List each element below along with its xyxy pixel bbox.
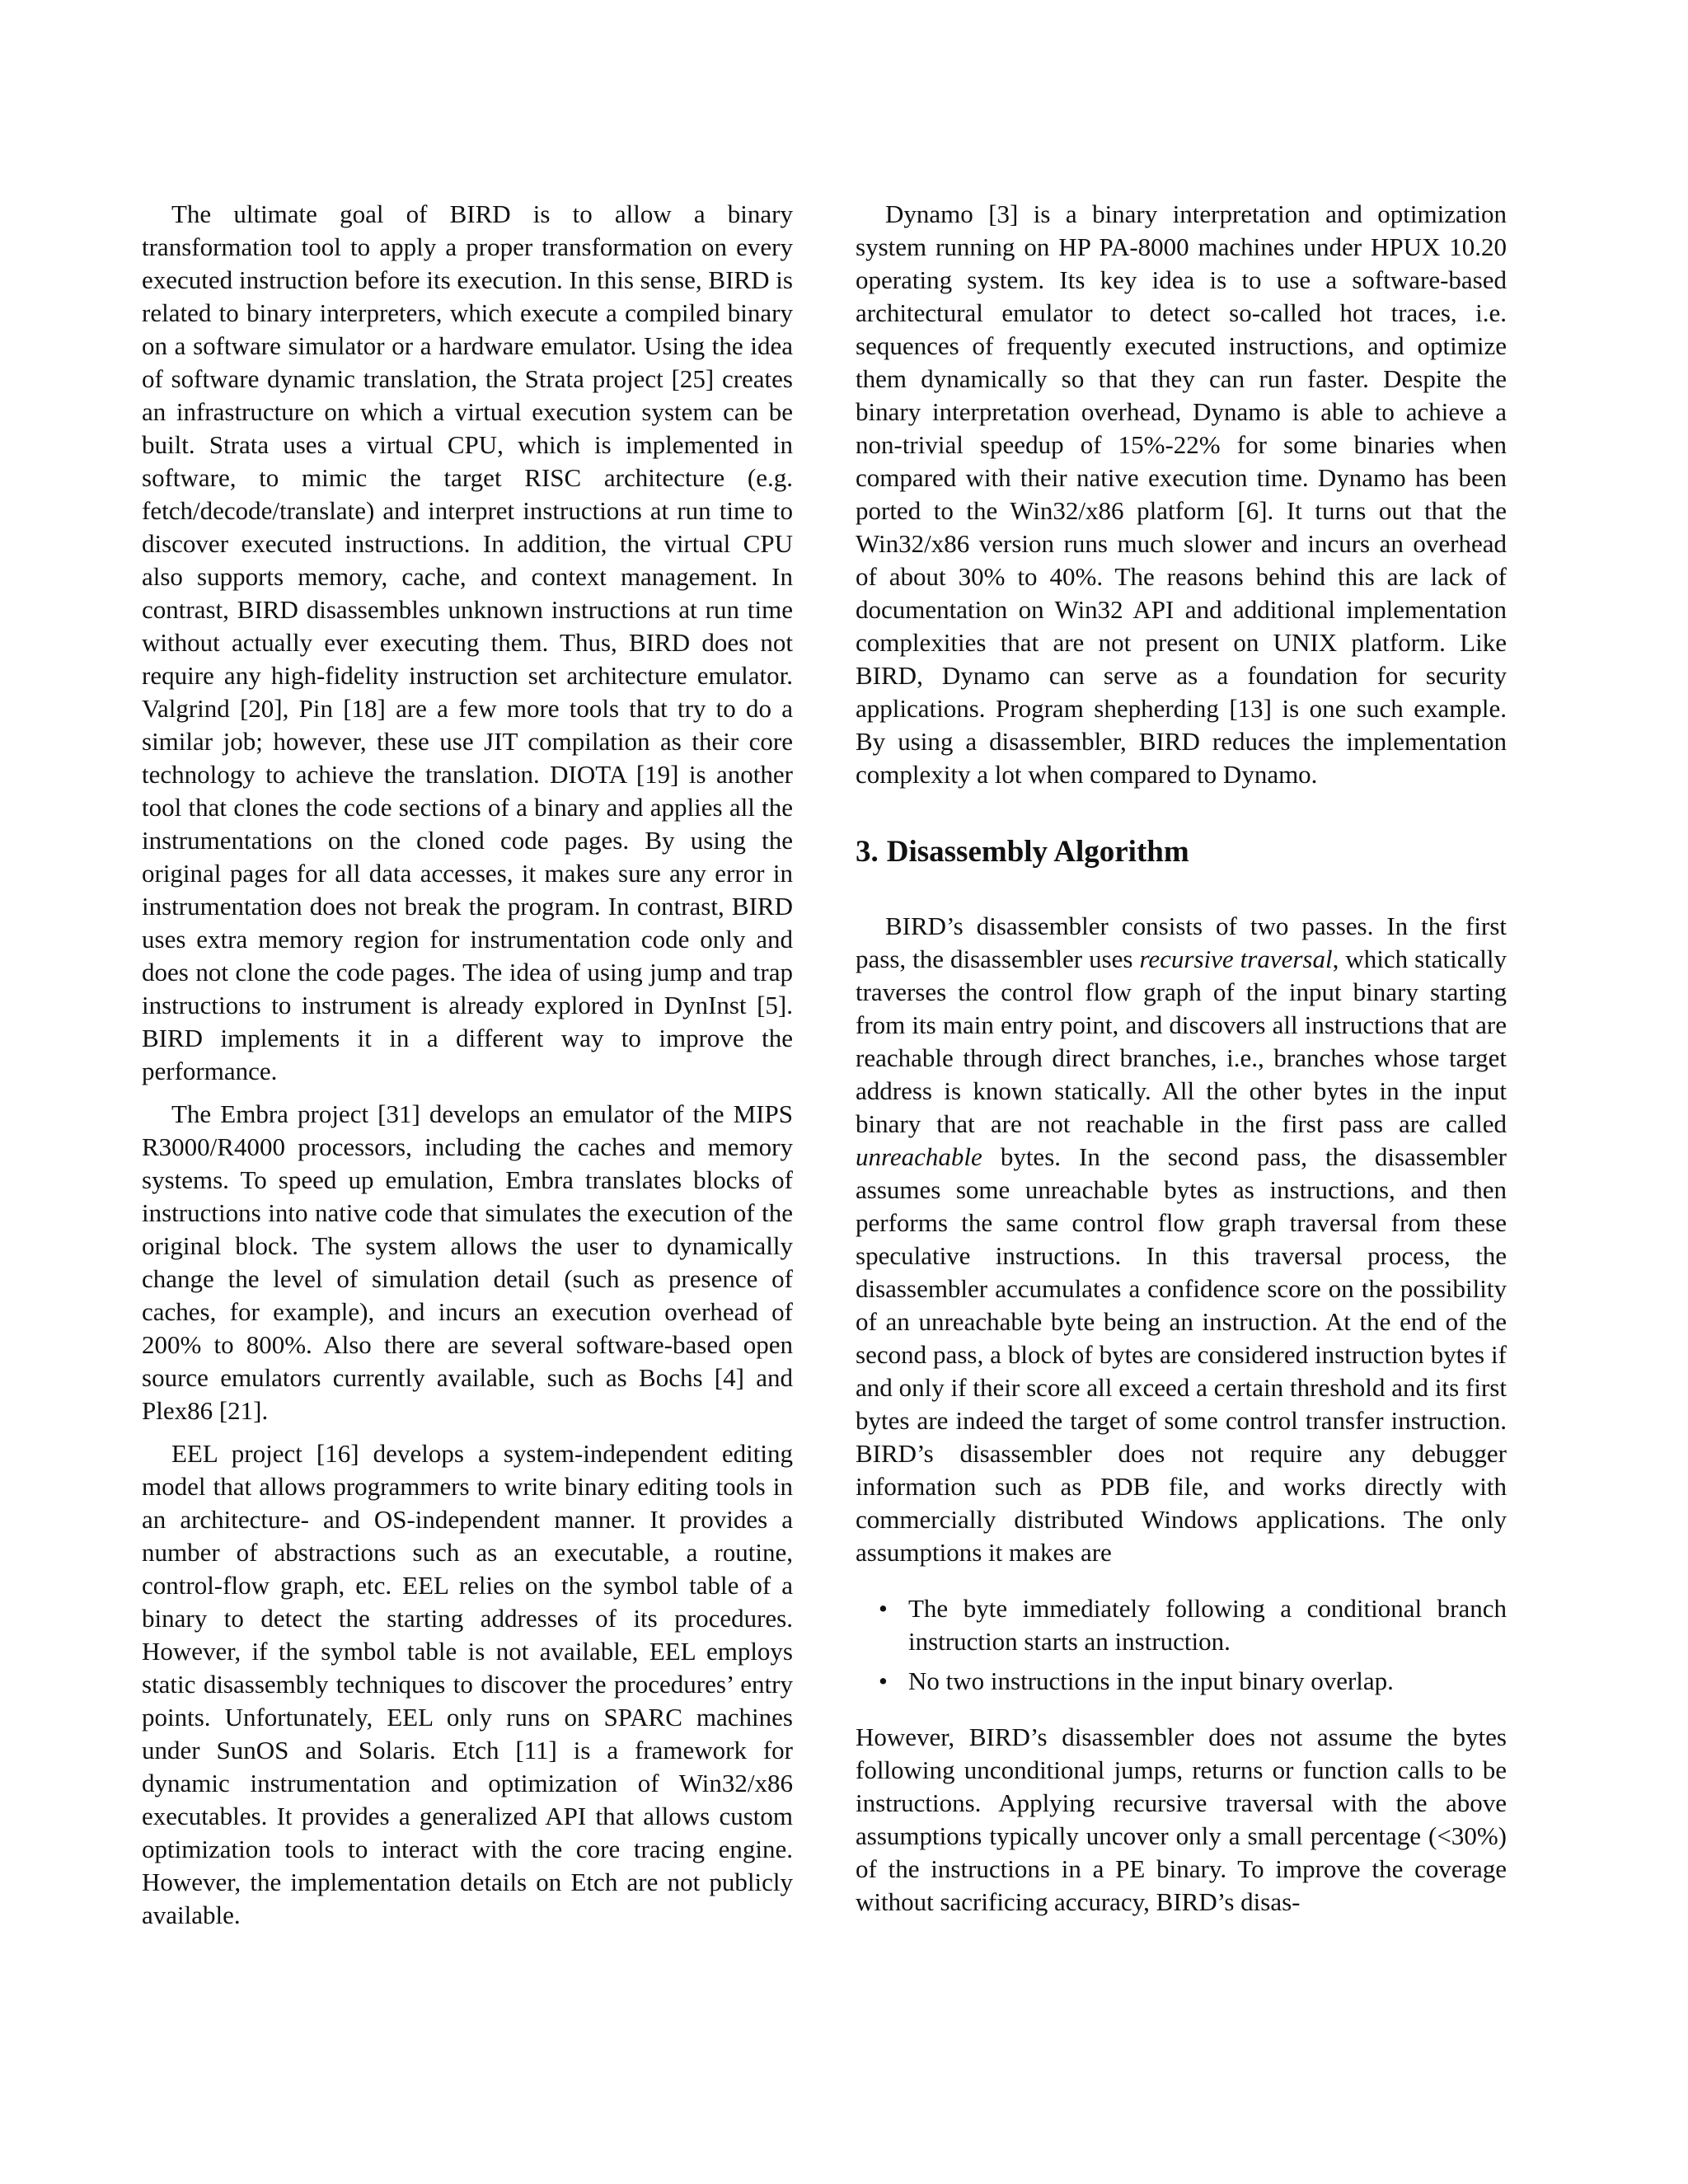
paragraph-strata-bird: The ultimate goal of BIRD is to allow a binary transformation tool to apply a proper transformation on every executed instruction before its execution. In this sense, BIRD is related to binary interpreters, which execute a compiled binary on a software simulator or a hardware emulator. Using the idea of software dynamic translation, the Strata project [25] creates an infrastructure on which a virtual execution system can be built. Strata uses a virtual CPU, which is implemented in software, to mimic the target RISC architecture (e.g. fetch/decode/translate) and interpret instructions at run time to discover executed instructions. In addition, the virtual CPU also supports memory, cache, and context management. In contrast, BIRD disassembles unknown instructions at run time without actually ever executing them. Thus, BIRD does not require any high-fidelity instruction set architecture emulator. Valgrind [20], Pin [18] are a few more tools that try to do a similar job; however, these use JIT compilation as their core technology to achieve the translation. DIOTA [19] is another tool that clones the code sections of a binary and applies all the instrumentations on the cloned code pages. By using the original pages for all data accesses, it makes sure any error in instrumentation does not break the program. In contrast, BIRD uses extra memory region for instrumentation code only and does not clone the code pages. The idea of using jump and trap instructions to instrument is already explored in DynInst [5]. BIRD implements it in a different way to improve the performance. — [142, 199, 793, 1085]
bullet-icon: • — [879, 1594, 888, 1623]
assumptions-list — [856, 1592, 1507, 1698]
list-item-text: The byte immediately following a conditional branch instruction starts an instruction. — [908, 1594, 1507, 1656]
text-run: BIRD’s disassembler consists of two passes. In the first pass, the disassembler uses — [856, 912, 1507, 973]
list-item — [879, 1592, 1507, 1658]
list-item — [879, 1665, 1507, 1698]
paragraph-disassembler-passes — [856, 910, 1507, 1569]
paragraph-coverage: However, BIRD’s disassembler does not assume the bytes following unconditional jumps, returns or function calls to be instructions. Applying recursive traversal with the above assumptions typically uncover only a small percentage (<30%) of the instructions in a PE binary. To improve the coverage without sacrificing accuracy, BIRD’s disas- — [856, 1722, 1507, 1916]
emphasis-recursive-traversal: recursive traversal — [1139, 944, 1333, 973]
paragraph-dynamo: Dynamo [3] is a binary interpretation and optimization system running on HP PA-8000 machines under HPUX 10.20 operating system. Its key idea is to use a software-based architectural emulator to detect so-called hot traces, i.e. sequences of frequently executed instructions, and optimize them dynamically so that they can run faster. Despite the binary interpretation overhead, Dynamo is able to achieve a non-trivial speedup of 15%-22% for some binaries when compared with their native execution time. Dynamo has been ported to the Win32/x86 platform [6]. It turns out that the Win32/x86 version runs much slower and incurs an overhead of about 30% to 40%. The reasons behind this are lack of documentation on Win32 API and additional implementation complexities that are not present on UNIX platform. Like BIRD, Dynamo can serve as a foundation for security applications. Program shepherding [13] is one such example. By using a disassembler, BIRD reduces the implementation complexity a lot when compared to Dynamo. — [856, 199, 1507, 789]
list-item-text: No two instructions in the input binary overlap. — [908, 1666, 1394, 1695]
emphasis-unreachable: unreachable — [856, 1142, 982, 1171]
section-heading — [856, 834, 1507, 870]
bullet-icon: • — [879, 1666, 888, 1695]
paragraph-eel-etch: EEL project [16] develops a system-independent editing model that allows programmers to write binary editing tools in an architecture- and OS-independent manner. It provides a number of abstractions such as an executable, a routine, control-flow graph, etc. EEL relies on the symbol table of a binary to detect the starting addresses of its procedures. However, if the symbol table is not available, EEL employs static disassembly techniques to discover the procedures’ entry points. Unfortunately, EEL only runs on SPARC machines under SunOS and Solaris. Etch [11] is a framework for dynamic instrumentation and optimization of Win32/x86 executables. It provides a generalized API that allows custom optimization tools to interact with the core tracing engine. However, the implementation details on Etch are not publicly available. — [142, 1439, 793, 1929]
text-run: bytes. In the second pass, the disassembler assumes some unreachable bytes as instructions, and then performs the same control flow graph traversal from these speculative instructions. In this traversal process, the disassembler accumulates a confidence score on the possibility of an unreachable byte being an instruction. At the end of the second pass, a block of bytes are considered instruction bytes if and only if their score all exceed a certain threshold and its first bytes are indeed the target of some control transfer instruction. BIRD’s disassembler does not require any debugger information such as PDB file, and works directly with commercially distributed Windows applications. The only assumptions it makes are — [856, 1142, 1507, 1567]
right-column — [856, 198, 1507, 1929]
paragraph-embra: The Embra project [31] develops an emulator of the MIPS R3000/R4000 processors, including the caches and memory systems. To speed up emulation, Embra translates blocks of instructions into native code that simulates the execution of the original block. The system allows the user to dynamically change the level of simulation detail (such as presence of caches, for example), and incurs an execution overhead of 200% to 800%. Also there are several software-based open source emulators currently available, such as Bochs [4] and Plex86 [21]. — [142, 1099, 793, 1425]
left-column — [142, 198, 793, 1942]
section-number: 3. — [856, 835, 879, 869]
text-run: , which statically traverses the control flow graph of the input binary starting from its main entry point, and discovers all instructions that are reachable through direct branches, i.e., branches whose target address is known statically. All the other bytes in the input binary that are not reachable in the first pass are called — [856, 944, 1507, 1138]
section-title: Disassembly Algorithm — [886, 835, 1189, 869]
